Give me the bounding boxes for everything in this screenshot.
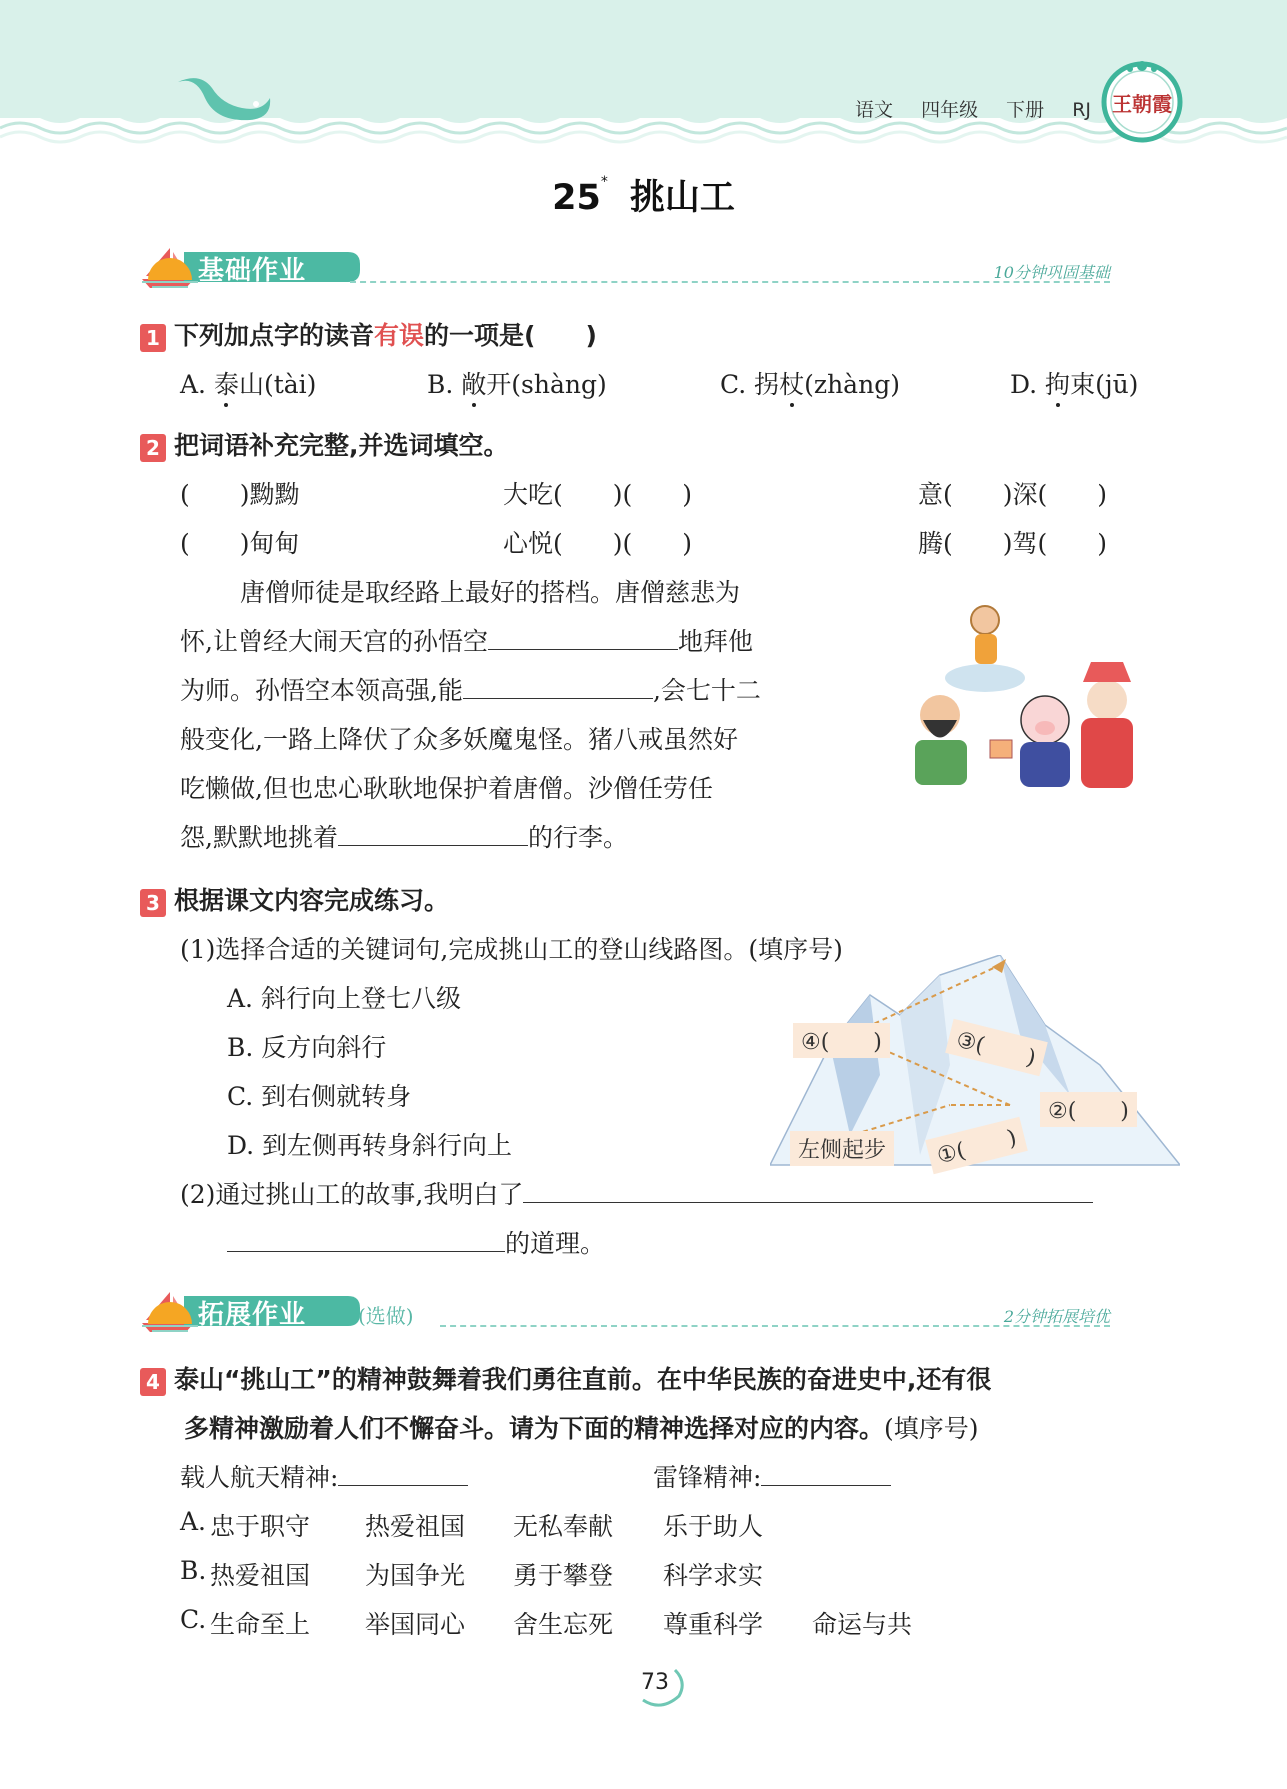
question-1 xyxy=(140,316,597,354)
q4-option-b: B. 热爱祖国 为国争光 勇于攀登 科学求实 xyxy=(180,1556,764,1590)
sun-icon xyxy=(140,250,200,290)
question-number: 1 xyxy=(140,324,166,352)
q2-word-3: 意( )深( ) xyxy=(918,480,1108,509)
q4-option-a: A. 忠于职守 热爱祖国 无私奉献 乐于助人 xyxy=(180,1507,764,1541)
edition-label: RJ xyxy=(1072,99,1091,121)
pilgrims-illustration xyxy=(885,590,1175,790)
q2-passage-line-5: 吃懒做,但也忠心耿耿地保护着唐僧。沙僧任劳任 xyxy=(180,774,713,803)
question-number: 4 xyxy=(140,1368,166,1396)
question-number: 2 xyxy=(140,434,166,462)
diagram-start-label: 左侧起步 xyxy=(790,1131,894,1166)
brand-name: 王朝霞 xyxy=(1112,92,1172,116)
brand-logo xyxy=(1100,60,1184,144)
question-text: 根据课文内容完成练习。 xyxy=(174,886,450,915)
q3-sub-1: (1)选择合适的关键词句,完成挑山工的登山线路图。(填序号) xyxy=(180,935,843,964)
q2-word-5: 心悦( )( ) xyxy=(503,529,693,558)
fill-blank[interactable] xyxy=(761,1464,891,1486)
section-extension-note: 2分钟拓展培优 xyxy=(1003,1307,1110,1326)
section-extension-label: 拓展作业 xyxy=(198,1300,307,1330)
q3-sub-2: (2)通过挑山工的故事,我明白了 xyxy=(180,1175,1093,1211)
diagram-step-1[interactable]: ①( ) xyxy=(925,1117,1027,1174)
section-basic-label: 基础作业 xyxy=(198,256,307,286)
header-wave-band xyxy=(0,0,1287,150)
q3-option-c: C. 到右侧就转身 xyxy=(227,1082,412,1111)
lesson-mark: * xyxy=(600,174,608,190)
sun-icon xyxy=(140,1294,200,1334)
fill-blank[interactable] xyxy=(463,677,653,699)
q1-option-a: A. 泰山(tài) xyxy=(180,370,317,399)
q2-passage-line-1: 唐僧师徒是取经路上最好的搭档。唐僧慈悲为 xyxy=(240,578,741,607)
volume-label: 下册 xyxy=(1006,99,1045,121)
q2-passage-line-4: 般变化,一路上降伏了众多妖魔鬼怪。猪八戒虽然好 xyxy=(180,725,738,754)
q3-option-b: B. 反方向斜行 xyxy=(227,1033,387,1062)
question-2 xyxy=(140,426,509,464)
q2-passage-line-3: 为师。孙悟空本领高强,能 ,会七十二 xyxy=(180,676,761,705)
diagram-step-2[interactable]: ②( ) xyxy=(1040,1092,1137,1127)
q2-word-6: 腾( )驾( ) xyxy=(918,529,1108,558)
section-extension-header xyxy=(140,1290,1180,1334)
q2-passage-line-6: 怨,默默地挑着 的行李。 xyxy=(180,823,628,852)
grade-label: 四年级 xyxy=(921,99,979,121)
fill-blank[interactable] xyxy=(227,1230,505,1252)
q3-option-a: A. 斜行向上登七八级 xyxy=(227,984,461,1013)
q4-spirit-1: 载人航天精神: xyxy=(180,1458,468,1494)
q1-option-b: B. 敞开(shàng) xyxy=(427,370,607,399)
q4-spirit-2: 雷锋精神: xyxy=(653,1458,891,1494)
diagram-step-4[interactable]: ④( ) xyxy=(793,1023,890,1058)
q2-passage-line-2: 怀,让曾经大闹天宫的孙悟空 地拜他 xyxy=(180,627,753,656)
subject-label: 语文 xyxy=(855,99,894,121)
page-number: 73 xyxy=(641,1670,669,1695)
lesson-title xyxy=(0,170,1287,220)
question-text: 把词语补充完整,并选词填空。 xyxy=(174,431,509,460)
question-4 xyxy=(140,1360,991,1398)
question-text-line-1: 泰山“挑山工”的精神鼓舞着我们勇往直前。在中华民族的奋进史中,还有很 xyxy=(174,1365,992,1394)
lesson-title-text: 挑山工 xyxy=(629,178,735,218)
diagram-step-3[interactable]: ③( ) xyxy=(945,1019,1047,1076)
fill-blank[interactable] xyxy=(488,628,678,650)
fill-blank[interactable] xyxy=(523,1181,1093,1203)
question-4-line-2: 多精神激励着人们不懈奋斗。请为下面的精神选择对应的内容。(填序号) xyxy=(184,1414,979,1443)
question-3 xyxy=(140,881,449,919)
q1-option-c: C. 拐杖(zhàng) xyxy=(720,370,900,399)
q3-option-d: D. 到左侧再转身斜行向上 xyxy=(227,1131,513,1160)
q1-option-d: D. 拘束(jū) xyxy=(1010,370,1139,399)
section-extension-sub: (选做) xyxy=(358,1304,414,1328)
question-number: 3 xyxy=(140,889,166,917)
section-basic-note: 10分钟巩固基础 xyxy=(993,263,1110,282)
q3-sub-2-end: 的道理。 xyxy=(227,1224,605,1260)
lesson-number: 25 xyxy=(552,178,601,218)
q2-word-1: ( )黝黝 xyxy=(180,480,300,509)
header-meta xyxy=(855,95,1113,122)
q4-option-c: C. 生命至上 举国同心 舍生忘死 尊重科学 命运与共 xyxy=(180,1605,913,1639)
section-basic-header xyxy=(140,246,1180,290)
question-text: 下列加点字的读音有误的一项是( ) xyxy=(174,321,597,350)
fill-blank[interactable] xyxy=(338,824,528,846)
q2-word-4: ( )甸甸 xyxy=(180,529,300,558)
q2-word-2: 大吃( )( ) xyxy=(503,480,693,509)
fill-blank[interactable] xyxy=(338,1464,468,1486)
